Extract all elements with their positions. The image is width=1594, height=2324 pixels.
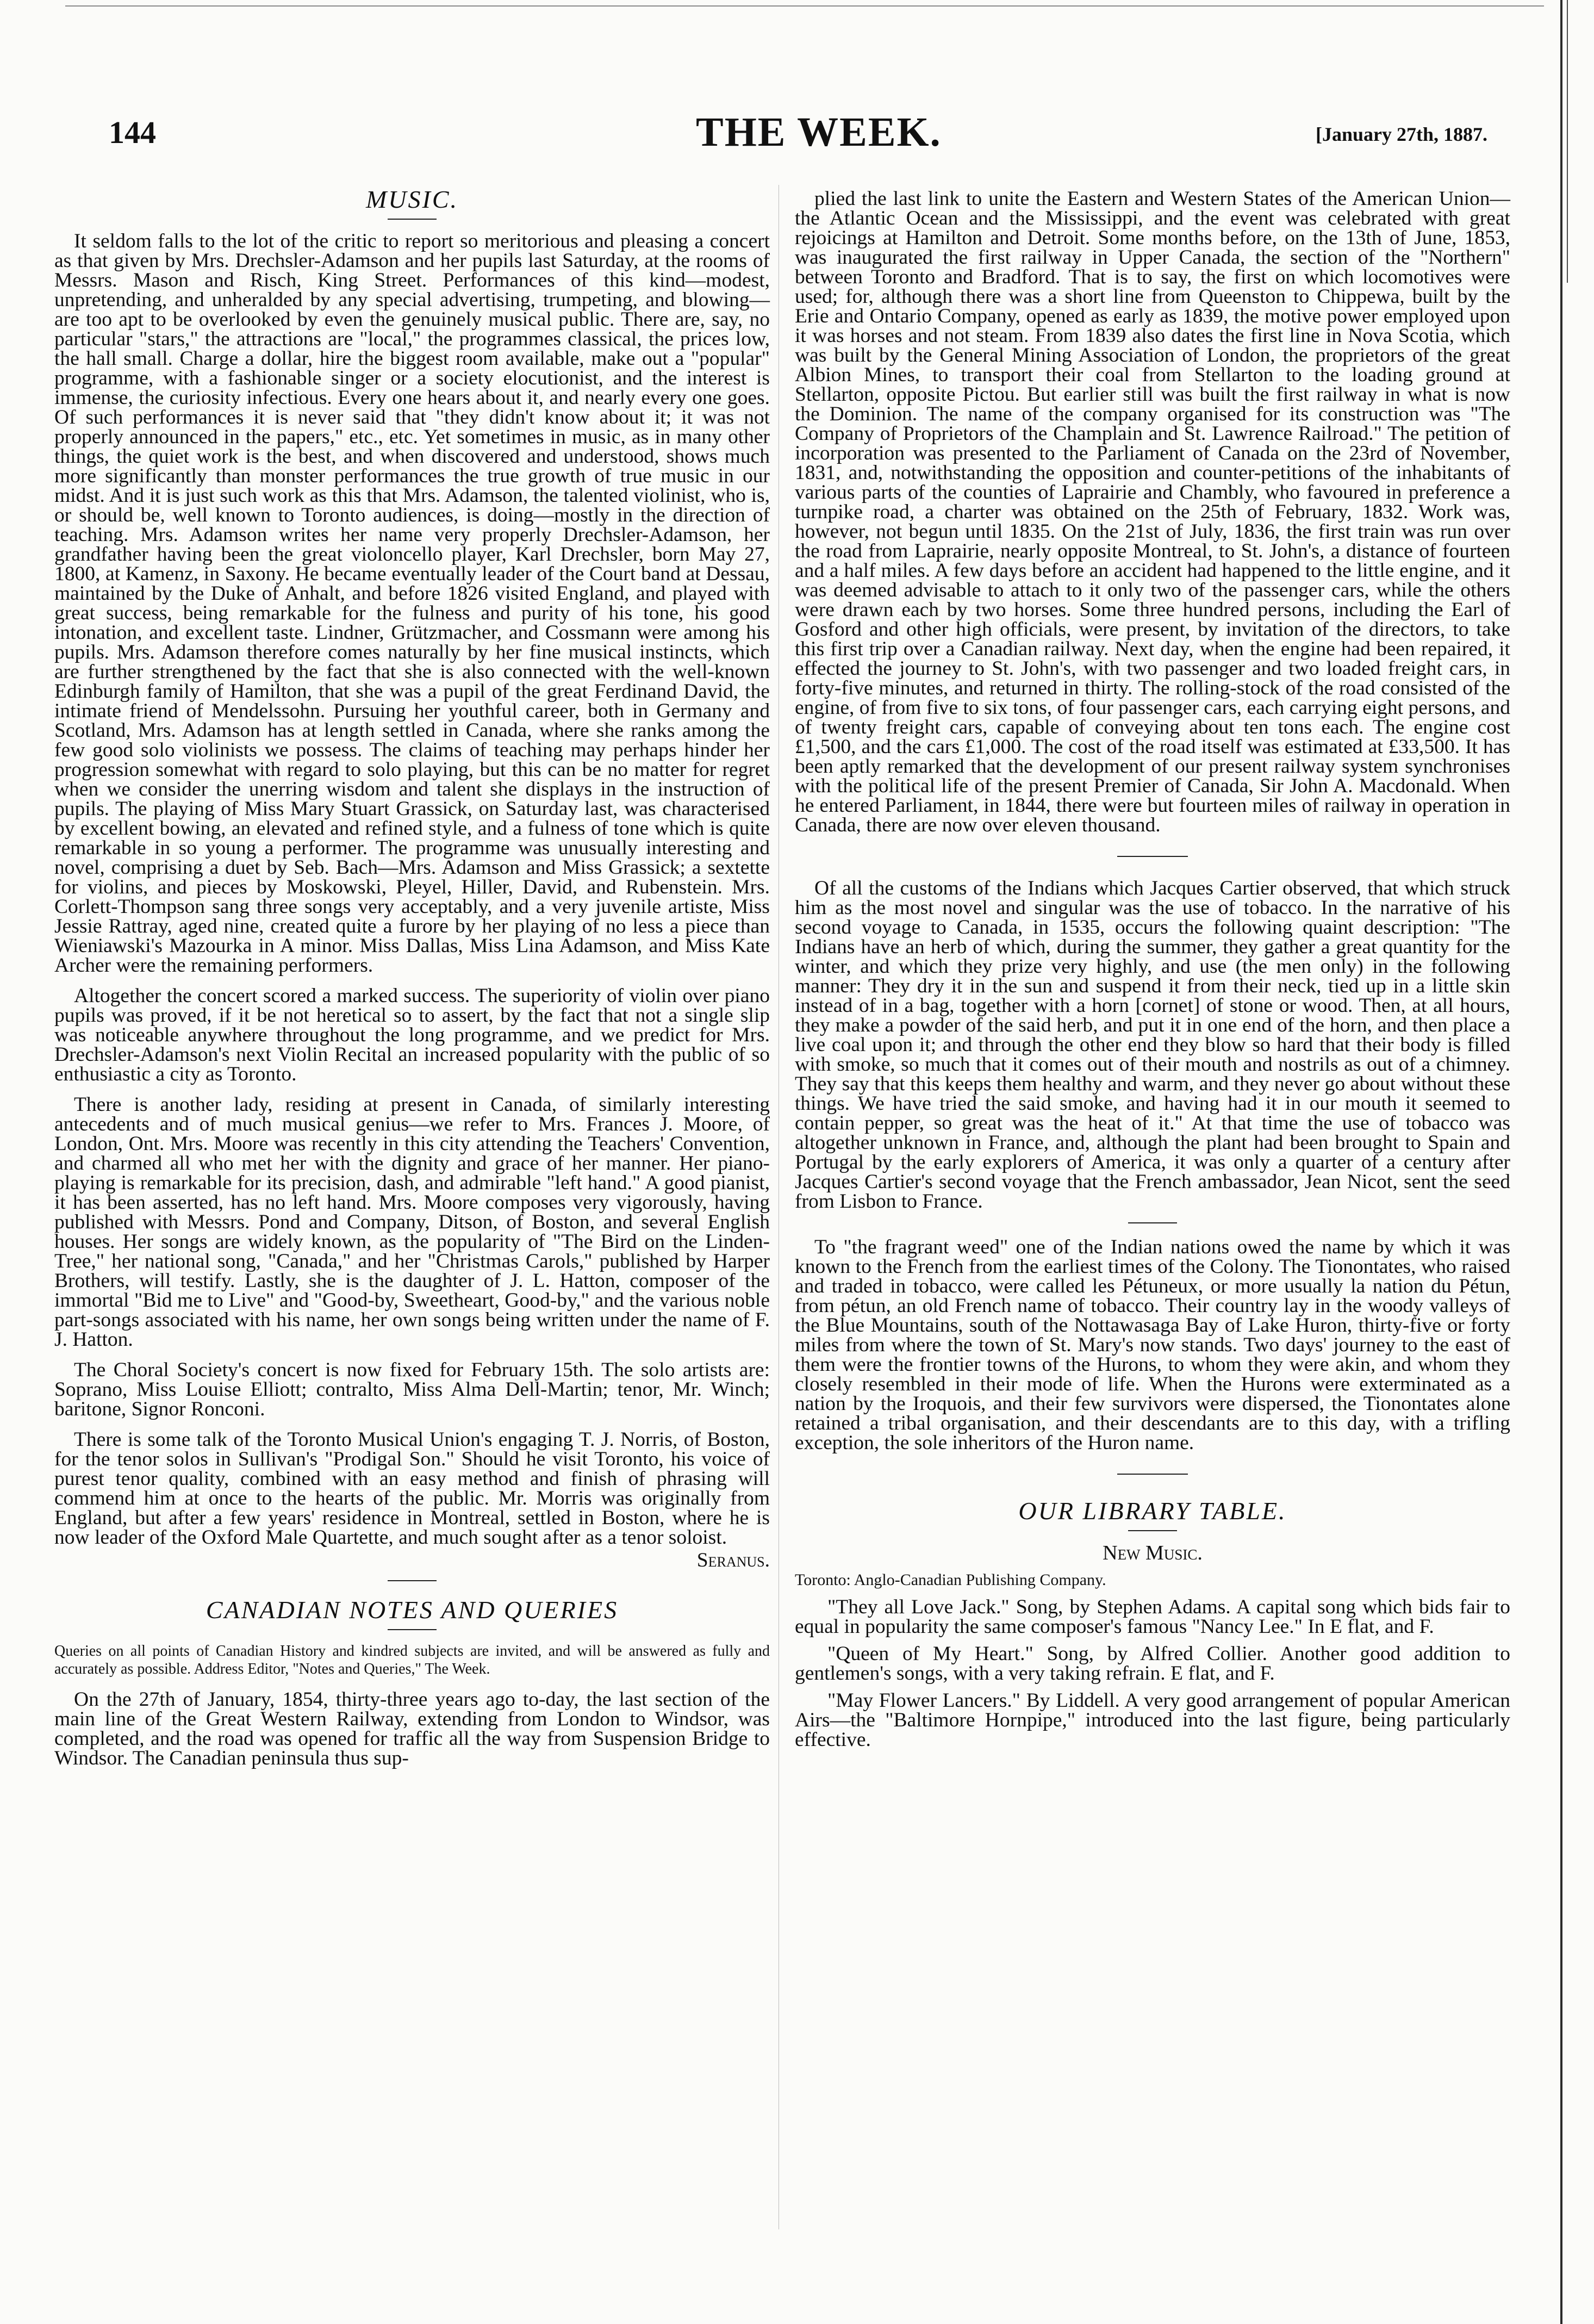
canadian-paragraph-2: Of all the customs of the Indians which Jacques Cartier observed, that which struck him as the most novel and singular was the use of tobacco. In the narrative of his second voyage to Canada, in 1535, occurs the following quaint description: "The Indians have an herb of which, during the summer, they gather a great quantity for the winter, and which they prize very highly, and use (the men only) in the following manner: They dry it in the sun and suspend it from their neck, tied up in a little skin instead of in a bag, together with a horn [cornet] of stone or wood. Then, at all hours, they make a powder of the said herb, and put it in one end of the horn, and then place a live coal upon it; and through the other end they blow so hard that their body is filled with smoke, so much that it comes out of their mouth and nostrils as out of a chimney. They say that this keeps them healthy and warm, and they never go about without these things. We have tried the said smoke, and having had it in our mouth it seemed to contain pepper, so great was the heat of it." At that time the use of tobacco was altogether unknown in France, and, although the plant had been brought to Spain and Portugal by the early explorers of America, it was only a quarter of a century after Jacques Cartier's second voyage that the French ambassador, Jean Nicot, sent the seed from Lisbon to France. [795,877,1510,1213]
masthead-title: THE WEEK. [696,109,942,155]
canadian-paragraph-1-start: On the 27th of January, 1854, thirty-three years ago to-day, the last section of the main line of the Great Western Railway, extending from London to Windsor, was completed, and the road was opened for traffic all the way from Suspension Bridge to Windsor. The Canadian peninsula thus sup- [54,1688,770,1769]
music-paragraph-2: Altogether the concert scored a marked success. The superiority of violin over piano pupils was proved, if it be not heretical so to assert, by the fact that not a single slip was noticeable anywhere throughout the long programme, and we predict for Mrs. Drechsler-Adamson's next Violin Recital an increased popularity with the public of so enthusiastic a city as Toronto. [54,985,770,1085]
music-signature: Seranus. [696,1549,770,1571]
music-paragraph-4: The Choral Society's concert is now fixed for February 15th. The solo artists are: Soprano, Miss Louise Elliott; contralto, Miss Alma Dell-Martin; tenor, Mr. Winch; baritone, Signor Ronconi. [54,1359,770,1420]
canadian-paragraph-3: To "the fragrant weed" one of the Indian nations owed the name by which it was known to the French from the earliest times of the Colony. The Tionontates, who raised and traded in tobacco, were called les Pétuneux, or more usually la nation du Pétun, from pétun, an old French name of tobacco. Their country lay in the woody valleys of the Blue Mountains, south of the Nottawasaga Bay of Lake Huron, thirty-five or forty miles from where the town of St. Mary's now stands. Two days' journey to the east of them were the frontier towns of the Hurons, to whom they were akin, and whom they closely resembled in their mode of life. When the Hurons were exterminated as a nation by the Iroquois, and their few survivors were dispersed, the Tionontates alone retained a tribal organisation, and their descendants are to this day, with a trifling exception, the sole inheritors of the Huron name. [795,1236,1510,1454]
section-rule [1117,1474,1188,1475]
page-edge-shadow-secondary [1567,0,1568,283]
publisher-line: Toronto: Anglo-Canadian Publishing Company. [795,1571,1106,1589]
top-edge-rule [65,5,1544,7]
canadian-notes-instructions: Queries on all points of Canadian History and kindred subjects are invited, and will be answered as fully and accurately as possible. Address Editor, "Notes and Queries," The Week. [54,1643,770,1677]
page-number: 144 [109,115,156,150]
music-paragraph-3: There is another lady, residing at present in Canada, of similarly interesting antecedents and of much musical genius—we refer to Mrs. Frances J. Moore, of London, Ont. Mrs. Moore was recently in this city attending the Teachers' Convention, and charmed all who met her with the dignity and grace of her manner. Her piano-playing is remarkable for its precision, dash, and admirable "left hand." A good pianist, it has been asserted, has no left hand. Mrs. Moore composes very vigorously, having published with Messrs. Pond and Company, Ditson, of Boston, and several English houses. Her songs are widely known, as the popularity of "The Bird on the Linden-Tree," her national song, "Canada," and her "Christmas Carols," published by Harper Brothers, will testify. Lastly, she is the daughter of J. L. Hatton, composer of the immortal "Bid me to Live" and "Good-by, Sweetheart, Good-by," and the various noble part-songs associated with his name, her own songs being written under the name of F. J. Hatton. [54,1093,770,1351]
music-paragraph-5: There is some talk of the Toronto Musical Union's engaging T. J. Norris, of Boston, for the tenor solos in Sullivan's "Prodigal Son." Should he visit Toronto, his voice of purest tenor quality, combined with an easy method and finish of phrasing will commend him at once to the hearts of the public. Mr. Morris was originally from England, but after a few years' residence in Montreal, settled in Boston, where he is now leader of the Oxford Male Quartette, and much sought after as a tenor soloist. [54,1428,770,1549]
heading-rule [388,219,437,220]
music-paragraph-1: It seldom falls to the lot of the critic to report so meritorious and pleasing a concert as that given by Mrs. Drechsler-Adamson and her pupils last Saturday, at the rooms of Messrs. Mason and Risch, King Street. Performances of this kind—modest, unpretending, and unheralded by any special advertising, trumpeting, and blowing—are too apt to be overlooked by even the genuinely musical public. There are, say, no particular "stars," the attractions are "local," the programmes classical, the prices low, the hall small. Charge a dollar, hire the biggest room available, make out a "popular" programme, with a fashionable singer or a society elocutionist, and the interest is immense, the curiosity infectious. Every one hears about it, and nearly every one goes. Of such performances it is never said that "they didn't know about it; it was not properly announced in the papers," etc., etc. Yet sometimes in music, as in many other things, the quiet work is the best, and when discovered and understood, shows much more significantly than monster performances the true growth of true music in our midst. And it is just such work as this that Mrs. Adamson, the talented violinist, who is, or should be, well known to Toronto audiences, is doing—mostly in the direction of teaching. Mrs. Adamson writes her name very properly Drechsler-Adamson, her grandfather having been the great violoncello player, Karl Drechsler, born May 27, 1800, at Kamenz, in Saxony. He became eventually leader of the Court band at Dessau, maintained by the Duke of Anhalt, and before 1826 visited England, and played with great success, being remarkable for the fulness and purity of his tone, his good intonation, and excellent taste. Lindner, Grützmacher, and Cossmann were among his pupils. Mrs. Adamson therefore comes naturally by her fine musical instincts, which are further strengthened by the fact that she is also connected with the well-known Edinburgh family of Hamilton, that she was a pupil of the great Ferdinand David, the intimate friend of Mendelssohn. Pursuing her youthful career, both in Germany and Scotland, Mrs. Adamson has at length settled in Canada, where she ranks among the few good solo violinists we possess. The claims of teaching may perhaps hinder her progression somewhat with regard to solo playing, but this can be no matter for regret when we consider the unerring wisdom and talent she displays in the instruction of pupils. The playing of Miss Mary Stuart Grassick, on Saturday last, was characterised by excellent bowing, an elevated and refined style, and a fulness of tone which is quite remarkable in so young a performer. The programme was unusually interesting and novel, comprising a duet by Seb. Bach—Mrs. Adamson and Miss Grassick; a sextette for violins, and pieces by Moskowski, Pleyel, Hiller, David, and Rubenstein. Mrs. Corlett-Thompson sang three songs very acceptably, and a very juvenile artiste, Miss Jessie Rattray, aged nine, created quite a furore by her playing of no less a piece than Wieniawski's Mazourka in A minor. Miss Dallas, Miss Lina Adamson, and Miss Kate Archer were the remaining performers. [54,230,770,977]
library-table-heading: OUR LIBRARY TABLE. [1018,1497,1287,1525]
right-column [795,189,1510,1757]
library-item: "Queen of My Heart." Song, by Alfred Collier. Another good addition to gentlemen's songs, with a very taking refrain. E flat, and F. [795,1643,1510,1685]
library-item: "They all Love Jack." Song, by Stephen Adams. A capital song which bids fair to equal in popularity the same composer's famous "Nancy Lee." In E flat, and F. [795,1596,1510,1638]
music-heading: MUSIC. [365,185,459,213]
canadian-paragraph-1-continued: plied the last link to unite the Eastern and Western States of the American Union—the Atlantic Ocean and the Mississippi, and the event was celebrated with great rejoicings at Hamilton and Detroit. Some months before, on the 13th of June, 1853, was inaugurated the first railway in Upper Canada, the section of the "Northern" between Toronto and Bradford. That is to say, the first on which locomotives were used; for, although there was a short line from Queenston to Chippewa, built by the Erie and Ontario Company, opened as early as 1839, the motive power employed upon it was horses and not steam. From 1839 also dates the first line in Nova Scotia, which was built by the General Mining Association of London, the proprietors of the great Albion Mines, to transport their coal from Stellarton to the loading ground at Stellarton, opposite Pictou. But earlier still was built the first railway in what is now the Dominion. The name of the company organised for its construction was "The Company of Proprietors of the Champlain and St. Lawrence Railroad." The petition of incorporation was presented to the Parliament of Canada on the 23rd of November, 1831, and, notwithstanding the opposition and counter-petitions of the inhabitants of various parts of the counties of Laprairie and Chambly, who favoured in preference a turnpike road, a charter was obtained on the 25th of February, 1832. Work was, however, not begun until 1835. On the 21st of July, 1836, the first train was run over the road from Laprairie, nearly opposite Montreal, to St. John's, a distance of fourteen and a half miles. A few days before an accident had happened to the little engine, and it was deemed advisable to attach to it only two of the passenger cars, while the others were drawn each by two horses. Some three hundred persons, including the Earl of Gosford and other high officials, were present, by invitation of the directors, to take this first trip over a Canadian railway. Next day, when the engine had been repaired, it effected the journey to St. John's, with two passenger and two loaded freight cars, in forty-five minutes, and returned in thirty. The rolling-stock of the road consisted of the engine, of from five to six tons, of four passenger cars, each carrying eight persons, and of twenty freight cars, capable of conveying about ten tons each. The engine cost £1,500, and the cars £1,000. The cost of the road itself was estimated at £33,500. It has been aptly remarked that the development of our present railway system synchronises with the political life of the present Premier of Canada, Sir John A. Macdonald. When he entered Parliament, in 1844, there were but fourteen miles of railway in operation in Canada, there are now over eleven thousand. [795,188,1510,836]
heading-rule [388,1629,437,1630]
canadian-notes-heading: CANADIAN NOTES AND QUERIES [206,1596,619,1624]
new-music-subheading: New Music. [1103,1542,1203,1564]
library-item: "May Flower Lancers." By Liddell. A very good arrangement of popular American Airs—the "Baltimore Hornpipe," introduced into the last figure, being particularly effective. [795,1689,1510,1751]
section-rule [1117,856,1188,857]
heading-rule [1128,1530,1177,1531]
section-rule [388,1580,437,1581]
left-column [54,185,770,1779]
page-edge-shadow [1560,0,1562,2324]
issue-date: [January 27th, 1887. [1316,123,1488,145]
section-rule [1128,1222,1177,1223]
